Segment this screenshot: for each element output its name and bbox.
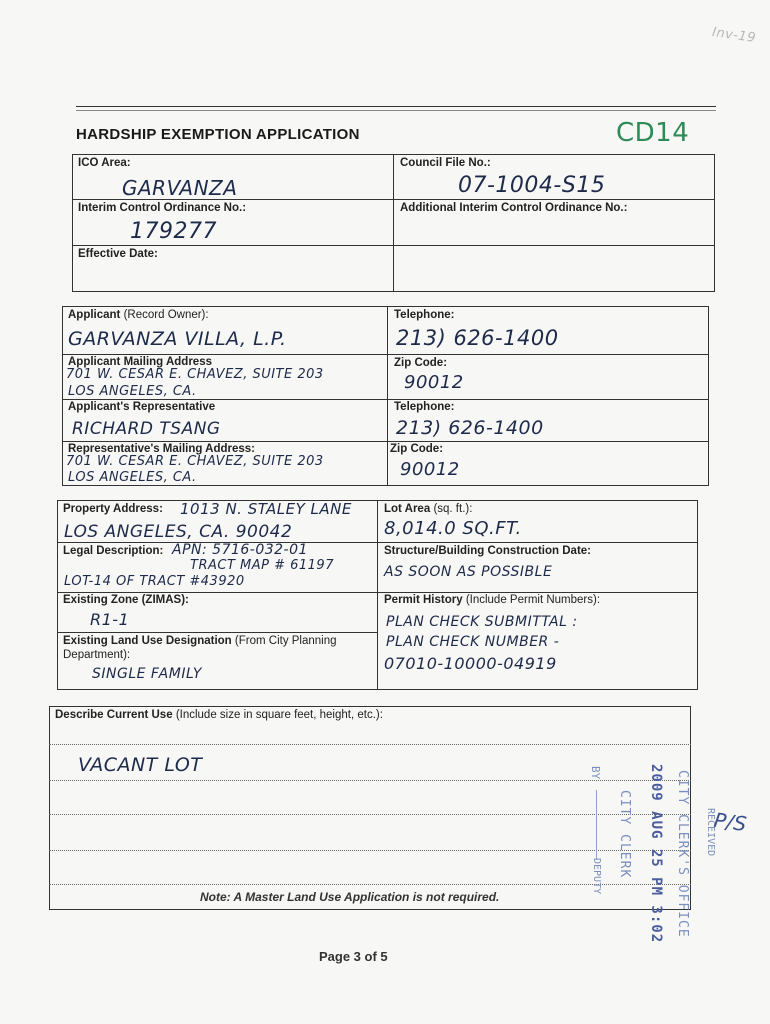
rep-zip-label: Zip Code: (390, 443, 444, 455)
stamp-initials: P/S (712, 807, 749, 837)
page-number: Page 3 of 5 (319, 949, 388, 964)
property-address-label: Property Address: (63, 503, 163, 515)
current-use-label: Describe Current Use (Include size in square feet, height, etc.): (55, 709, 383, 721)
telephone-label: Telephone: (394, 309, 455, 321)
land-use-label-dept: Department): (63, 649, 131, 661)
permit-history-label: Permit History (Include Permit Numbers): (384, 594, 601, 606)
property-address-line1[interactable]: 1013 N. STALEY LANE (180, 500, 352, 518)
land-use-value[interactable]: SINGLE FAMILY (92, 666, 202, 682)
form-title: HARDSHIP EXEMPTION APPLICATION (76, 126, 360, 143)
tracking-code: CD14 (616, 118, 690, 148)
applicant-phone[interactable]: 213) 626-1400 (396, 326, 559, 350)
ico-area-value[interactable]: GARVANZA (122, 176, 238, 200)
zone-value[interactable]: R1-1 (90, 610, 130, 629)
legal-tract[interactable]: TRACT MAP # 61197 (190, 558, 334, 573)
property-address-line2[interactable]: LOS ANGELES, CA. 90042 (64, 522, 293, 542)
representative-value[interactable]: RICHARD TSANG (72, 419, 221, 439)
land-use-label: Existing Land Use Designation (From City Planning (63, 635, 337, 647)
mailing-address-line2[interactable]: LOS ANGELES, CA. (68, 384, 197, 399)
ico-no-label: Interim Control Ordinance No.: (78, 202, 247, 214)
top-rule-thin (76, 110, 716, 111)
construction-date-label: Structure/Building Construction Date: (384, 545, 591, 557)
permit-line1[interactable]: PLAN CHECK SUBMITTAL : (386, 614, 578, 630)
council-file-value[interactable]: 07-1004-S15 (458, 173, 606, 198)
construction-date-value[interactable]: AS SOON AS POSSIBLE (384, 564, 553, 580)
rep-mailing-line2[interactable]: LOS ANGELES, CA. (68, 470, 197, 485)
additional-ico-label: Additional Interim Control Ordinance No.: (400, 202, 628, 214)
ico-no-value[interactable]: 179277 (130, 219, 217, 244)
corner-note: Inv-19 (711, 25, 757, 46)
stamp-office: CITY CLERK'S OFFICE (675, 770, 690, 938)
applicant-label: Applicant (Record Owner): (68, 309, 209, 321)
stamp-date: 2009 AUG 25 PM 3:02 (648, 764, 664, 944)
applicant-value[interactable]: GARVANZA VILLA, L.P. (68, 328, 287, 350)
effective-date-label: Effective Date: (78, 248, 158, 260)
ico-area-label: ICO Area: (78, 157, 131, 169)
stamp-deputy: DEPUTY (591, 858, 602, 895)
mailing-address-label: Applicant Mailing Address (68, 356, 212, 368)
rep-zip[interactable]: 90012 (400, 459, 460, 480)
legal-description-label: Legal Description: (63, 545, 164, 557)
lot-area-label: Lot Area (sq. ft.): (384, 503, 473, 515)
rep-mailing-label: Representative's Mailing Address: (68, 443, 256, 455)
note-text: Note: A Master Land Use Application is not required. (200, 890, 500, 904)
rep-phone[interactable]: 213) 626-1400 (396, 417, 544, 439)
top-rule (76, 106, 716, 107)
council-file-label: Council File No.: (400, 157, 491, 169)
rep-telephone-label: Telephone: (394, 401, 455, 413)
permit-line2[interactable]: PLAN CHECK NUMBER - (386, 634, 560, 650)
zone-label: Existing Zone (ZIMAS): (63, 594, 189, 606)
legal-apn[interactable]: APN: 5716-032-01 (172, 542, 308, 558)
stamp-received: RECEIVED (705, 808, 716, 857)
zip-label: Zip Code: (394, 357, 448, 369)
applicant-zip[interactable]: 90012 (404, 372, 464, 393)
permit-line3[interactable]: 07010-10000-04919 (384, 654, 557, 673)
legal-lot[interactable]: LOT-14 OF TRACT #43920 (64, 574, 245, 589)
lot-area-value[interactable]: 8,014.0 SQ.FT. (384, 518, 522, 539)
stamp-city-clerk: CITY CLERK (617, 790, 632, 879)
stamp-signature-line (596, 790, 597, 860)
mailing-address-line1[interactable]: 701 W. CESAR E. CHAVEZ, SUITE 203 (66, 367, 324, 382)
representative-label: Applicant's Representative (68, 401, 216, 413)
stamp-by: BY (589, 766, 602, 780)
rep-mailing-line1[interactable]: 701 W. CESAR E. CHAVEZ, SUITE 203 (66, 454, 324, 469)
current-use-value[interactable]: VACANT LOT (78, 754, 203, 776)
